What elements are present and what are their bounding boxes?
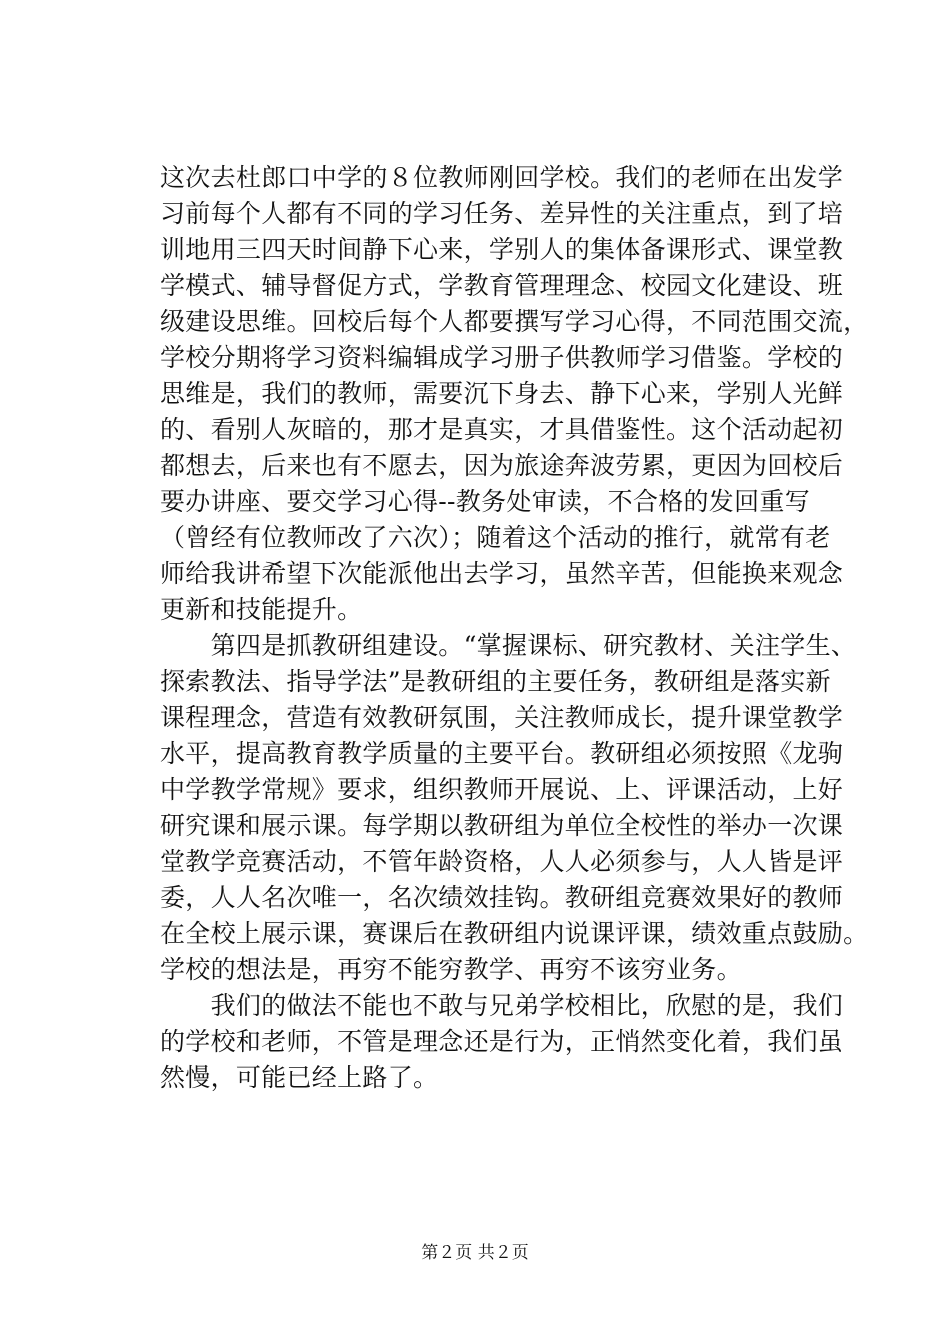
- text-line: （曾经有位教师改了六次）；随着这个活动的推行，就常有老: [160, 523, 831, 552]
- document-body: [160, 160, 869, 1096]
- text-line: 习前每个人都有不同的学习任务、差异性的关注重点，到了培: [160, 199, 844, 228]
- page-number: 第２页 共２页: [421, 1243, 529, 1263]
- text-line: 这次去杜郎口中学的８位教师刚回学校。我们的老师在出发学: [160, 163, 844, 192]
- text-line: 探索教法、指导学法”是教研组的主要任务，教研组是落实新: [160, 667, 831, 696]
- text-line: 的学校和老师，不管是理念还是行为，正悄然变化着，我们虽: [160, 1027, 844, 1056]
- text-line: 委，人人名次唯一，名次绩效挂钩。教研组竞赛效果好的教师: [160, 883, 844, 912]
- text-line: 中学教学常规》要求，组织教师开展说、上、评课活动，上好: [160, 775, 844, 804]
- text-line: 研究课和展示课。每学期以教研组为单位全校性的举办一次课: [160, 811, 844, 840]
- text-line: 更新和技能提升。: [160, 595, 363, 624]
- text-line: 然慢，可能已经上路了。: [160, 1063, 439, 1092]
- text-line: 我们的做法不能也不敢与兄弟学校相比，欣慰的是，我们: [160, 991, 844, 1020]
- text-line: 课程理念，营造有效教研氛围，关注教师成长，提升课堂教学: [160, 703, 844, 732]
- text-line: 级建设思维。回校后每个人都要撰写学习心得，不同范围交流，: [160, 307, 869, 336]
- text-line: 水平，提高教育教学质量的主要平台。教研组必须按照《龙驹: [160, 739, 844, 768]
- text-line: 的、看别人灰暗的，那才是真实，才具借鉴性。这个活动起初: [160, 415, 844, 444]
- text-line: 都想去，后来也有不愿去，因为旅途奔波劳累，更因为回校后: [160, 451, 844, 480]
- text-line: 师给我讲希望下次能派他出去学习，虽然辛苦，但能换来观念: [160, 559, 844, 588]
- text-line: 第四是抓教研组建设。“掌握课标、研究教材、关注学生、: [160, 631, 857, 660]
- text-line: 要办讲座、要交学习心得--教务处审读，不合格的发回重写: [160, 487, 810, 516]
- text-line: 学校的想法是，再穷不能穷教学、再穷不该穷业务。: [160, 955, 742, 984]
- text-line: 训地用三四天时间静下心来，学别人的集体备课形式、课堂教: [160, 235, 844, 264]
- text-line: 堂教学竞赛活动，不管年龄资格，人人必须参与，人人皆是评: [160, 847, 844, 876]
- text-line: 学模式、辅导督促方式，学教育管理理念、校园文化建设、班: [160, 271, 844, 300]
- text-line: 思维是，我们的教师，需要沉下身去、静下心来，学别人光鲜: [160, 379, 844, 408]
- text-line: 学校分期将学习资料编辑成学习册子供教师学习借鉴。学校的: [160, 343, 844, 372]
- text-line: 在全校上展示课，赛课后在教研组内说课评课，绩效重点鼓励。: [160, 919, 869, 948]
